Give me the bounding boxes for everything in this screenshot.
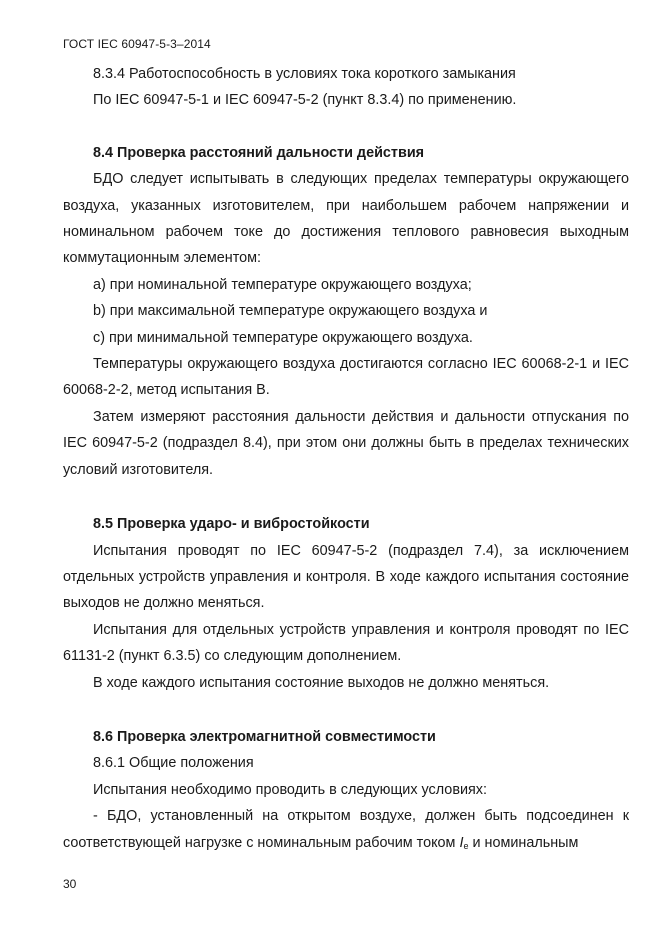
paragraph: Испытания необходимо проводить в следующих условиях:	[93, 781, 487, 798]
current-symbol: I	[459, 834, 464, 851]
paragraph-text: - БДО, установленный на открытом воздухе, должен быть подсоединен к соответствующей нагрузке с номинальным рабочим током	[63, 808, 629, 851]
spacer	[63, 696, 629, 724]
document-body	[63, 61, 629, 859]
document-header: ГОСТ IEC 60947-5-3–2014	[63, 37, 211, 51]
page-number: 30	[63, 877, 77, 891]
paragraph: Испытания для отдельных устройств управления и контроля проводят по IEC 61131-2 (пункт 6.3.5) со следующим дополнением.	[63, 621, 629, 665]
paragraph: Затем измеряют расстояния дальности действия и дальности отпускания по IEC 60947-5-2 (подраздел 8.4), при этом они должны быть в пределах технических условий изготовителя.	[63, 408, 629, 478]
paragraph	[63, 803, 629, 859]
paragraph: В ходе каждого испытания состояние выходов не должно меняться.	[93, 674, 550, 691]
paragraph: БДО следует испытывать в следующих пределах температуры окружающего воздуха, указанных изготовителем, при наибольшем рабочем напряжении и номинальном рабочем токе до достижения теплового равновесия выходным коммутационным элементом:	[63, 171, 629, 267]
spacer	[63, 114, 629, 140]
list-item-a: а) при номинальной температуре окружающего воздуха;	[93, 276, 472, 293]
section-8-6-heading: 8.6 Проверка электромагнитной совместимости	[93, 728, 436, 745]
current-subscript: e	[463, 840, 469, 851]
section-8-6-1-title: 8.6.1 Общие положения	[93, 755, 254, 772]
section-8-3-4-text: По IEC 60947-5-1 и IEC 60947-5-2 (пункт 8.3.4) по применению.	[93, 92, 517, 109]
list-item-c: с) при минимальной температуре окружающего воздуха.	[93, 329, 473, 346]
list-item-b: b) при максимальной температуре окружающего воздуха и	[93, 303, 488, 320]
paragraph: Температуры окружающего воздуха достигаются согласно IEC 60068-2-1 и IEC 60068-2-2, метод испытания В.	[63, 356, 629, 399]
spacer	[63, 483, 629, 511]
paragraph: Испытания проводят по IEC 60947-5-2 (подраздел 7.4), за исключением отдельных устройств управления и контроля. В ходе каждого испытания состояние выходов не должно меняться.	[63, 542, 629, 612]
paragraph-text: и номинальным	[472, 834, 579, 851]
section-8-4-heading: 8.4 Проверка расстояний дальности действия	[93, 144, 425, 161]
section-8-3-4-title: 8.3.4 Работоспособность в условиях тока короткого замыкания	[93, 66, 516, 82]
section-8-5-heading: 8.5 Проверка ударо- и вибростойкости	[93, 516, 370, 533]
